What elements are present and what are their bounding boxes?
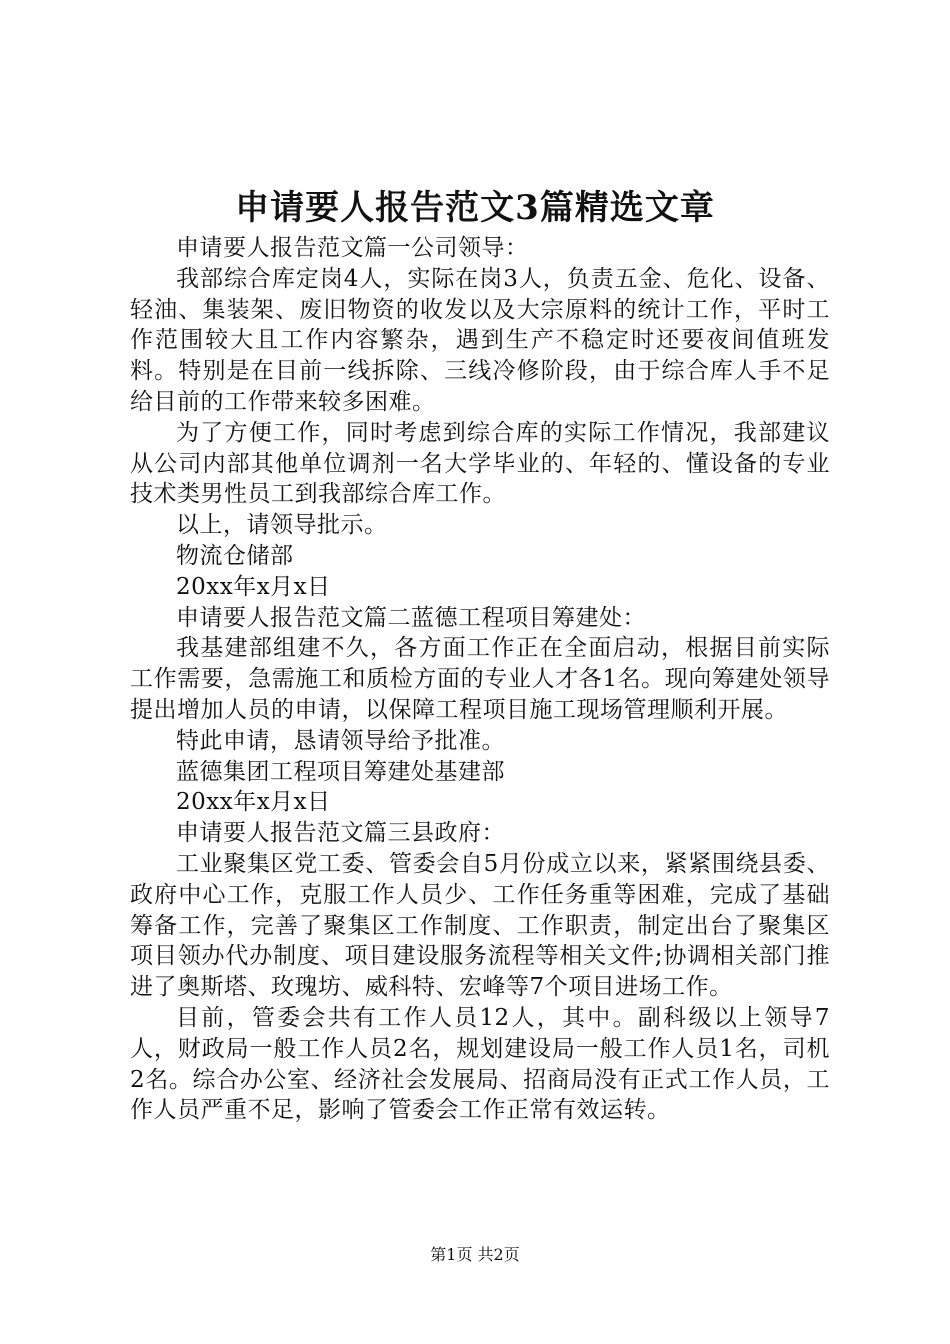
paragraph: 以上，请领导批示。 <box>176 512 388 539</box>
paragraph: 申请要人报告范文篇二蓝德工程项目筹建处： <box>176 604 646 631</box>
paragraph: 工业聚集区党工委、管委会自5月份成立以来，紧紧围绕县委、政府中心工作，克服工作人员少、工作任务重等困难，完成了基础筹备工作，完善了聚集区工作制度、工作职责，制定出台了聚集区项目领办代办制度、项目建设服务流程等相关文件;协调相关部门推进了奥斯塔、玫瑰坊、威科特、宏峰等7个项目进场工作。 <box>130 850 830 1001</box>
paragraph: 我基建部组建不久，各方面工作正在全面启动，根据目前实际工作需要，急需施工和质检方面的专业人才各1名。现向筹建处领导提出增加人员的申请，以保障工程项目施工现场管理顺利开展。 <box>130 635 830 723</box>
paragraph: 目前，管委会共有工作人员12人，其中。副科级以上领导7人，财政局一般工作人员2名，规划建设局一般工作人员1名，司机2名。综合办公室、经济社会发展局、招商局没有正式工作人员，工作人员严重不足，影响了管委会工作正常有效运转。 <box>130 1004 830 1124</box>
paragraph: 申请要人报告范文篇一公司领导： <box>176 235 529 261</box>
paragraph: 20xx年x月x日 <box>176 789 331 816</box>
document-body <box>130 233 830 1126</box>
paragraph: 蓝德集团工程项目筹建处基建部 <box>176 758 505 785</box>
paragraph: 物流仓储部 <box>176 542 294 569</box>
paragraph: 申请要人报告范文篇三县政府： <box>176 820 505 847</box>
page-number: 第1页 共2页 <box>430 1245 520 1264</box>
paragraph: 20xx年x月x日 <box>176 573 331 600</box>
paragraph: 我部综合库定岗4人，实际在岗3人，负责五金、危化、设备、轻油、集装架、废旧物资的收发以及大宗原料的统计工作，平时工作范围较大且工作内容繁杂，遇到生产不稳定时还要夜间值班发料。特别是在目前一线拆除、三线冷修阶段，由于综合库人手不足给目前的工作带来较多困难。 <box>130 265 830 415</box>
paragraph: 特此申请，恳请领导给予批准。 <box>176 727 505 754</box>
document-title: 申请要人报告范文3篇精选文章 <box>235 188 715 228</box>
paragraph: 为了方便工作，同时考虑到综合库的实际工作情况，我部建议从公司内部其他单位调剂一名大学毕业的、年轻的、懂设备的专业技术类男性员工到我部综合库工作。 <box>130 419 830 508</box>
page-footer <box>0 1244 950 1266</box>
